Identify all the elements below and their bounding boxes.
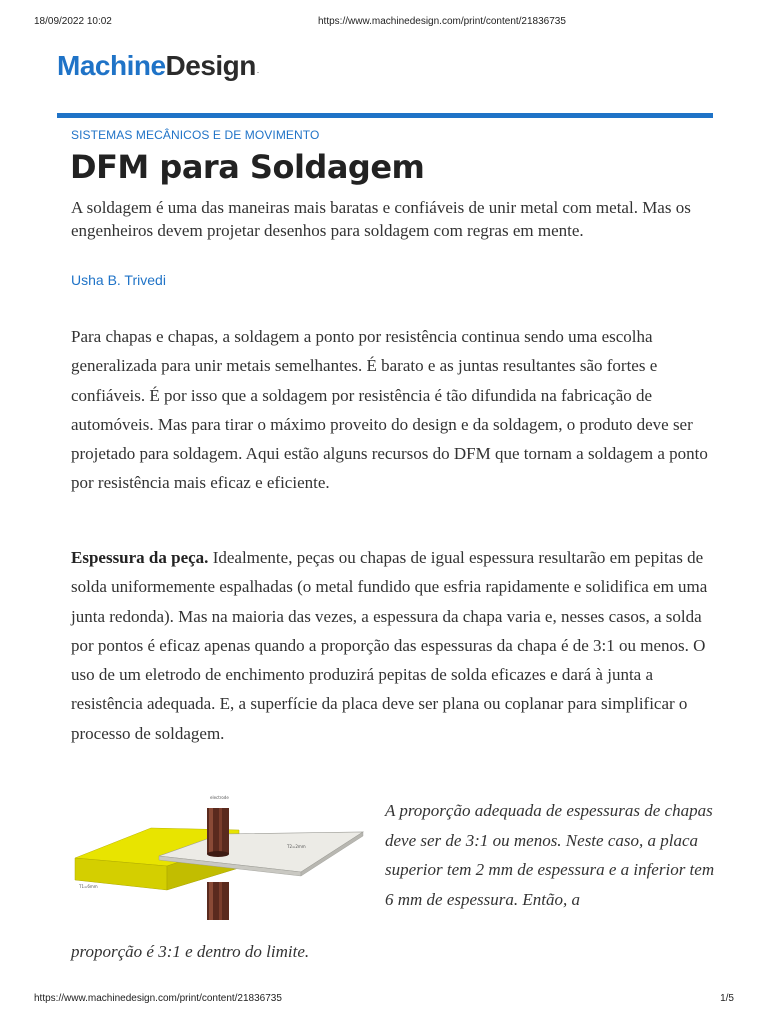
article-subtitle: A soldagem é uma das maneiras mais baratas e confiáveis de unir metal com metal. Mas os engenheiros devem projetar desenhos para soldagem com regras em mente. (71, 198, 691, 240)
print-header (34, 16, 734, 30)
print-datetime: 18/09/2022 10:02 (34, 16, 112, 27)
label-t1: T1=6mm (79, 884, 98, 889)
logo-machine: Machine (57, 50, 166, 81)
label-electrode: electrode (210, 795, 229, 800)
label-t2: T2=2mm (287, 844, 306, 849)
logo-design: Design (165, 50, 256, 81)
footer-url[interactable]: https://www.machinedesign.com/print/content/21836735 (34, 993, 282, 1004)
article-paragraph-1: Para chapas e chapas, a soldagem a ponto por resistência continua sendo uma escolha generalizada para unir metais semelhantes. É barato e as juntas resultantes são fortes e confiáveis. É por isso que a soldagem por resistência é tão difundida na fabricação de automóveis. Mas para tirar o máximo proveito do design e da soldagem, o produto deve ser projetado para soldagem. Aqui estão alguns recursos do DFM que tornam a soldagem a ponto por resistência mais eficaz e eficiente. (71, 327, 708, 493)
print-footer (34, 993, 734, 1007)
article-category[interactable]: SISTEMAS MECÂNICOS E DE MOVIMENTO (71, 128, 320, 142)
header-divider (57, 113, 713, 118)
figure-caption-continued: proporção é 3:1 e dentro do limite. (71, 942, 310, 961)
machinedesign-logo[interactable] (57, 50, 259, 82)
paragraph-heading: Espessura da peça. (71, 548, 209, 567)
article-author[interactable]: Usha B. Trivedi (71, 272, 166, 288)
paragraph-body: Idealmente, peças ou chapas de igual espessura resultarão em pepitas de solda uniformemente espalhadas (o metal fundido que esfria rapidamente e solidifica em uma junta redonda). Mas na maioria das vezes, a espessura da chapa varia e, nesses casos, a solda por pontos é eficaz apenas quando a proporção das espessuras da chapa é de 3:1 ou menos. O uso de um eletrodo de enchimento produzirá pepitas de solda eficazes e dará à junta a resistência adequada. E, a superfície da placa deve ser plana ou coplanar para simplificar o processo de soldagem. (71, 548, 708, 743)
figure-caption: A proporção adequada de espessuras de chapas deve ser de 3:1 ou menos. Neste caso, a placa superior tem 2 mm de espessura e a inferior tem 6 mm de espessura. Então, a (385, 801, 715, 909)
print-url[interactable]: https://www.machinedesign.com/print/content/21836735 (318, 16, 566, 27)
article-paragraph-2 (71, 543, 711, 748)
page-number: 1/5 (720, 993, 734, 1004)
logo-mark: . (256, 66, 259, 75)
article-title: DFM para Soldagem (70, 148, 425, 186)
spot-weld-figure (71, 790, 371, 922)
